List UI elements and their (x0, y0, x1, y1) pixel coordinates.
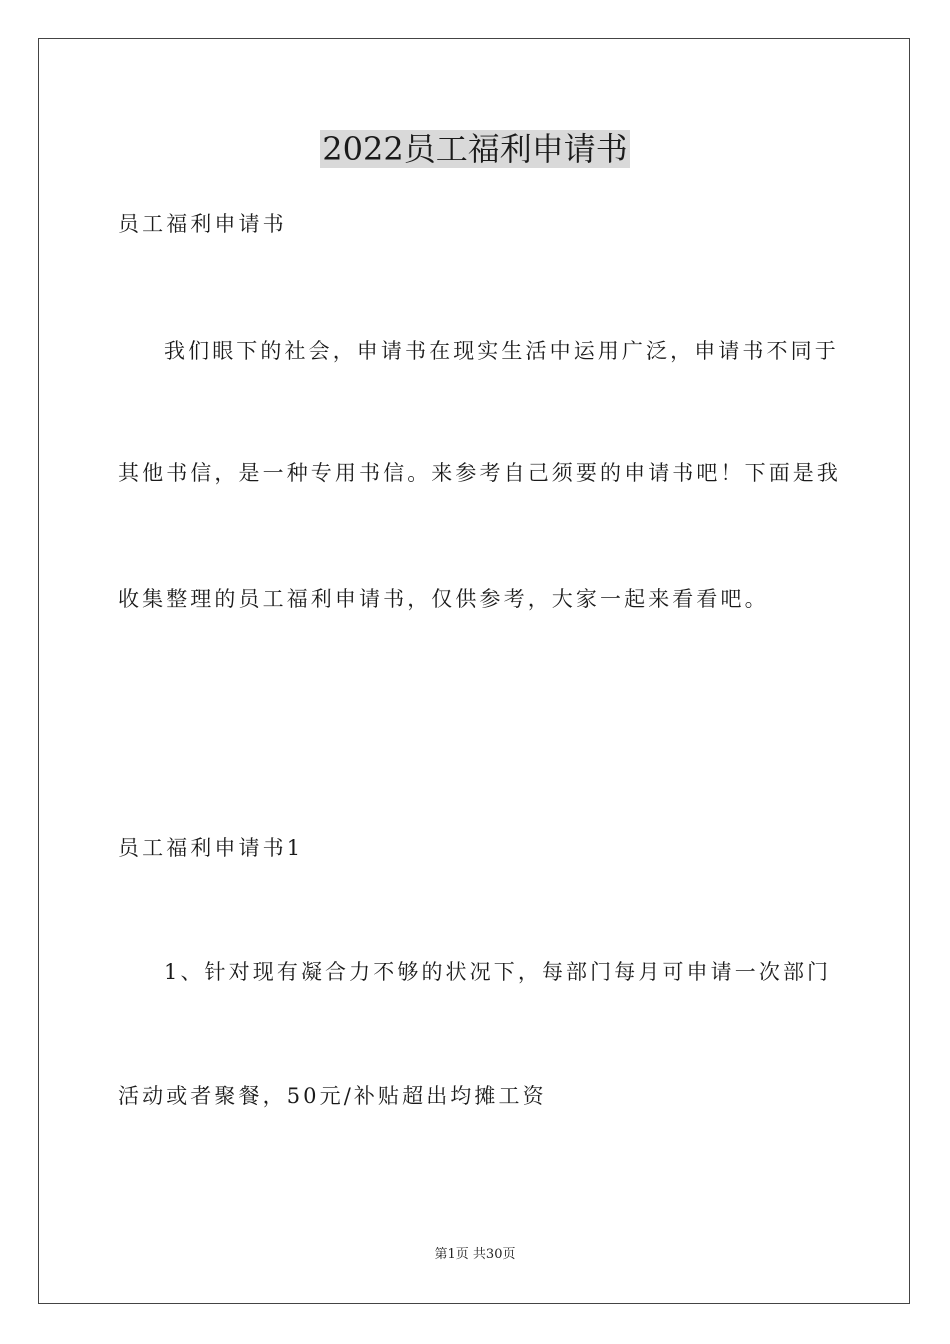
intro-line-2: 其他书信，是一种专用书信。来参考自己须要的申请书吧！下面是我 (118, 461, 841, 485)
intro-line-3: 收集整理的员工福利申请书，仅供参考，大家一起来看看吧。 (118, 587, 769, 611)
document-title-text: 2022员工福利申请书 (322, 130, 628, 168)
page-footer: 第1页 共30页 (434, 1247, 516, 1262)
section-heading: 员工福利申请书1 (118, 836, 304, 860)
item-line-2: 活动或者聚餐，50元/补贴超出均摊工资 (118, 1084, 547, 1108)
intro-line-1: 我们眼下的社会，申请书在现实生活中运用广泛，申请书不同于 (164, 339, 839, 363)
item-line-1: 1、针对现有凝合力不够的状况下，每部门每月可申请一次部门 (164, 960, 832, 984)
document-subtitle: 员工福利申请书 (118, 212, 287, 236)
document-title (0, 128, 950, 170)
